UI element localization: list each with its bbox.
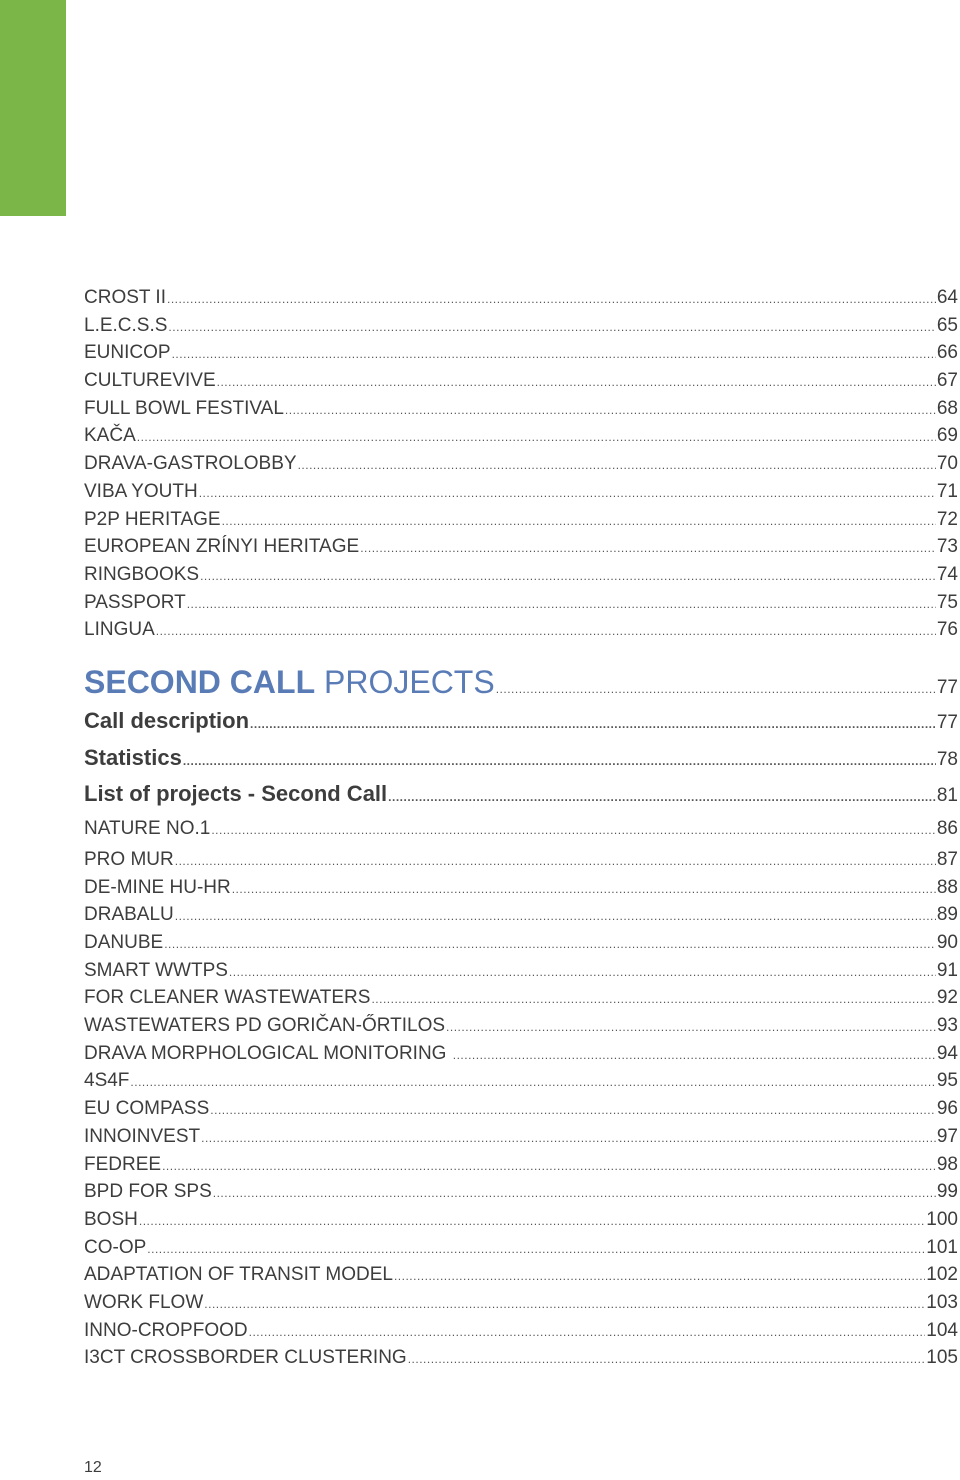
dot-leader — [360, 535, 936, 563]
toc-entry-title: WASTEWATERS PD GORIČAN-ŐRTILOS — [84, 1015, 446, 1037]
toc-entry[interactable] — [84, 450, 958, 478]
toc-entry[interactable] — [84, 367, 958, 395]
dot-leader — [394, 1263, 925, 1291]
toc-entry[interactable] — [84, 1317, 958, 1345]
toc-entry-title: DE-MINE HU-HR — [84, 876, 231, 898]
toc-entry-page: 70 — [936, 453, 958, 475]
toc-entry-page: 64 — [936, 287, 958, 308]
toc-entry[interactable] — [84, 1123, 958, 1151]
section-title-bold: SECOND CALL — [84, 663, 316, 700]
toc-entry-title: SMART WWTPS — [84, 959, 228, 981]
toc-entry-page: 86 — [936, 817, 958, 839]
dot-leader — [164, 931, 936, 959]
dot-leader — [162, 1153, 936, 1181]
section-title-rest: PROJECTS — [315, 663, 495, 700]
toc-entry-page: 99 — [936, 1181, 958, 1203]
dot-leader — [250, 706, 936, 743]
toc-entry[interactable] — [84, 616, 958, 644]
toc-entry-page: 92 — [936, 987, 958, 1009]
toc-entry-title: 4S4F — [84, 1070, 130, 1092]
dot-leader — [213, 1180, 936, 1208]
toc-entry-page: 101 — [926, 1236, 958, 1258]
toc-entry[interactable] — [84, 339, 958, 367]
toc-entry-title: PASSPORT — [84, 591, 186, 613]
toc-entry-title: EUROPEAN ZRÍNYI HERITAGE — [84, 536, 360, 558]
toc-entry[interactable] — [84, 1067, 958, 1095]
dot-leader — [496, 669, 936, 709]
toc-entry-title: P2P HERITAGE — [84, 508, 221, 530]
toc-group-second-call — [84, 812, 958, 1372]
toc-entry-page: 88 — [936, 876, 958, 898]
toc-entry-title: FEDREE — [84, 1153, 162, 1175]
toc-entry-title: FULL BOWL FESTIVAL — [84, 397, 284, 419]
page-number: 12 — [84, 1459, 102, 1476]
dot-leader — [167, 286, 936, 314]
toc-entry-title: DRABALU — [84, 904, 174, 926]
subsection-title: Statistics — [84, 744, 182, 770]
toc-entry-title: KAČA — [84, 425, 136, 447]
toc-entry[interactable] — [84, 957, 958, 985]
dot-leader — [298, 452, 936, 480]
toc-entry-title: BPD FOR SPS — [84, 1181, 212, 1203]
toc-entry[interactable] — [84, 1095, 958, 1123]
toc-entry-title: NATURE NO.1 — [84, 817, 211, 839]
toc-entry-page: 69 — [936, 425, 958, 447]
dot-leader — [229, 959, 936, 987]
toc-entry-page: 67 — [936, 370, 958, 392]
dot-leader — [210, 1097, 936, 1125]
toc-entry-page: 103 — [926, 1291, 958, 1313]
toc-entry-title: CROST II — [84, 287, 166, 308]
toc-entry-title: RINGBOOKS — [84, 563, 200, 585]
dot-leader — [408, 1346, 926, 1374]
toc-entry-title: INNO-CROPFOOD — [84, 1319, 248, 1341]
toc-entry[interactable] — [84, 506, 958, 534]
toc-entry-page: 76 — [936, 619, 958, 641]
toc-entry[interactable] — [84, 984, 958, 1012]
dot-leader — [232, 876, 936, 904]
toc-entry-page: 89 — [936, 904, 958, 926]
section-page: 77 — [936, 676, 958, 698]
toc-entry[interactable] — [84, 812, 958, 846]
toc-entry-title: L.E.C.S.S — [84, 314, 168, 336]
toc-entry[interactable] — [84, 1289, 958, 1317]
toc-entry-title: DRAVA-GASTROLOBBY — [84, 453, 297, 475]
toc-entry-title: EUNICOP — [84, 342, 171, 364]
dot-leader — [211, 813, 936, 847]
toc-entry-title: ADAPTATION OF TRANSIT MODEL — [84, 1264, 393, 1286]
dot-leader — [446, 1014, 936, 1042]
toc-entry-page: 98 — [936, 1153, 958, 1175]
toc-entry[interactable] — [84, 478, 958, 506]
dot-leader — [217, 369, 936, 397]
toc-entry[interactable] — [84, 312, 958, 340]
toc-entry-title: WORK FLOW — [84, 1291, 204, 1313]
dot-leader — [172, 341, 936, 369]
toc-entry-title: I3CT CROSSBORDER CLUSTERING — [84, 1347, 407, 1369]
green-tab-decoration — [0, 0, 66, 216]
toc-entry-title: INNOINVEST — [84, 1125, 201, 1147]
toc-entry-page: 90 — [936, 932, 958, 953]
toc-subsection[interactable] — [84, 739, 958, 776]
toc-entry-page: 96 — [936, 1098, 958, 1120]
dot-leader — [204, 1291, 925, 1319]
toc-entry-page: 65 — [936, 314, 958, 336]
dot-leader — [137, 424, 936, 452]
dot-leader — [453, 1042, 936, 1070]
toc-entry[interactable] — [84, 1206, 958, 1234]
toc-entry[interactable] — [84, 533, 958, 561]
toc-entry-page: 72 — [936, 508, 958, 530]
toc-entry[interactable] — [84, 561, 958, 589]
subsection-title: List of projects - Second Call — [84, 780, 388, 806]
toc-entry[interactable] — [84, 846, 958, 874]
dot-leader — [175, 848, 936, 876]
toc-entry-page: 102 — [926, 1264, 958, 1286]
subsection-page: 77 — [936, 711, 958, 733]
toc-entry[interactable] — [84, 1178, 958, 1206]
toc-entry-page: 75 — [936, 591, 958, 613]
subsection-title: Call description — [84, 707, 250, 733]
section-title — [84, 662, 495, 702]
subsection-page: 81 — [936, 784, 958, 806]
dot-leader — [388, 779, 936, 815]
dot-leader — [147, 1236, 925, 1264]
toc-entry-title: BOSH — [84, 1208, 138, 1230]
toc-entry-page: 66 — [936, 342, 958, 364]
dot-leader — [156, 618, 936, 646]
toc-entry[interactable] — [84, 284, 958, 312]
toc-entry[interactable] — [84, 874, 958, 902]
toc-section-heading[interactable] — [84, 662, 958, 702]
toc-subsection[interactable] — [84, 776, 958, 812]
toc-entry-title: VIBA YOUTH — [84, 480, 198, 502]
toc-group-first-call — [84, 284, 958, 644]
subsection-page: 78 — [936, 748, 958, 770]
toc-entry[interactable] — [84, 1234, 958, 1262]
toc-entry-page: 105 — [926, 1347, 958, 1369]
dot-leader — [168, 314, 935, 342]
toc-entry-page: 97 — [936, 1125, 958, 1147]
toc-entry-title: DRAVA MORPHOLOGICAL MONITORING — [84, 1042, 452, 1064]
dot-leader — [200, 563, 936, 591]
dot-leader — [139, 1208, 925, 1236]
dot-leader — [249, 1319, 926, 1347]
toc-entry-page: 68 — [936, 397, 958, 419]
toc-subsection[interactable] — [84, 702, 958, 739]
toc-entry-title: PRO MUR — [84, 848, 174, 870]
dot-leader — [187, 591, 936, 619]
toc-entry-title: CO-OP — [84, 1236, 147, 1258]
dot-leader — [130, 1069, 935, 1097]
toc-entry-page: 73 — [936, 536, 958, 558]
section-spacer — [84, 644, 958, 662]
toc-entry-page: 93 — [936, 1015, 958, 1037]
toc-entry[interactable] — [84, 929, 958, 957]
dot-leader — [222, 508, 936, 536]
toc-entry-title: LINGUA — [84, 619, 155, 641]
toc-entry-page: 71 — [936, 480, 958, 502]
toc-entry[interactable] — [84, 1151, 958, 1179]
table-of-contents — [84, 284, 958, 1372]
toc-entry-title: CULTUREVIVE — [84, 370, 216, 392]
toc-entry[interactable] — [84, 1040, 958, 1068]
toc-entry-title: DANUBE — [84, 932, 164, 953]
dot-leader — [201, 1125, 936, 1153]
toc-entry-page: 91 — [936, 959, 958, 981]
toc-entry[interactable] — [84, 589, 958, 617]
toc-entry-page: 74 — [936, 563, 958, 585]
toc-entry-page: 104 — [926, 1319, 958, 1341]
dot-leader — [175, 903, 936, 931]
toc-entry[interactable] — [84, 1012, 958, 1040]
dot-leader — [199, 480, 936, 508]
toc-entry[interactable] — [84, 395, 958, 423]
toc-entry[interactable] — [84, 1261, 958, 1289]
toc-entry-title: EU COMPASS — [84, 1098, 210, 1120]
toc-entry-page: 95 — [936, 1070, 958, 1092]
toc-entry-title: FOR CLEANER WASTEWATERS — [84, 987, 371, 1009]
dot-leader — [183, 743, 936, 780]
toc-entry[interactable] — [84, 901, 958, 929]
dot-leader — [371, 986, 935, 1014]
toc-entry[interactable] — [84, 1344, 958, 1372]
toc-entry[interactable] — [84, 422, 958, 450]
dot-leader — [285, 397, 936, 425]
toc-entry-page: 87 — [936, 848, 958, 870]
toc-entry-page: 100 — [926, 1208, 958, 1230]
toc-entry-page: 94 — [936, 1042, 958, 1064]
